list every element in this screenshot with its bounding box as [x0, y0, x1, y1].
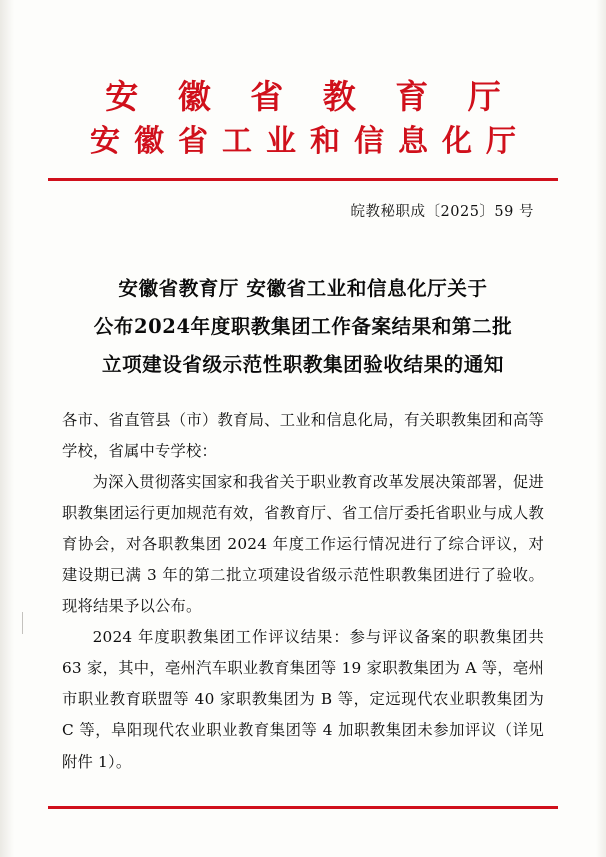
title-line-2: 公布2024年度职教集团工作备案结果和第二批	[93, 315, 513, 339]
document-number: 皖教秘职成〔2025〕59 号	[350, 204, 534, 220]
title-line-3: 立项建设省级示范性职教集团验收结果的通知	[101, 353, 504, 377]
paragraph-addressee: 各市、省直管县（市）教育局、工业和信息化局，有关职教集团和高等学校，省属中专学校：	[62, 411, 544, 461]
document-body	[62, 405, 544, 778]
title-line-1: 安徽省教育厅 安徽省工业和信息化厅关于	[118, 277, 488, 300]
document-title	[62, 270, 544, 384]
paragraph-background: 为深入贯彻落实国家和我省关于职业教育改革发展决策部署，促进职教集团运行更加规范有效，省教育厅、省工信厅委托省职业与成人教育协会，对各职教集团 2024 年度工作运行情况进行了综合评议，对建设期已满 3 年的第二批立项建设省级示范性职教集团进行了验收。现将结果予以公布。	[62, 473, 544, 616]
margin-tick-mark	[22, 612, 23, 634]
footer-red-rule-bottom	[48, 806, 558, 809]
document-masthead	[0, 74, 606, 163]
masthead-line-2: 安徽省工业和信息化厅	[90, 123, 530, 159]
masthead-line-1: 安 徽 省 教 育 厅	[105, 77, 515, 116]
paragraph-results: 2024 年度职教集团工作评议结果：参与评议备案的职教集团共 63 家，其中，亳州汽车职业教育集团等 19 家职教集团为 A 等，亳州市职业教育联盟等 40 家职教集团为 B 等，定远现代农业职教集团为 C 等，阜阳现代农业职业教育集团等 4 加职教集团未参加评议（详见附件 1）。	[62, 628, 544, 771]
masthead-red-rule-top	[48, 178, 558, 181]
